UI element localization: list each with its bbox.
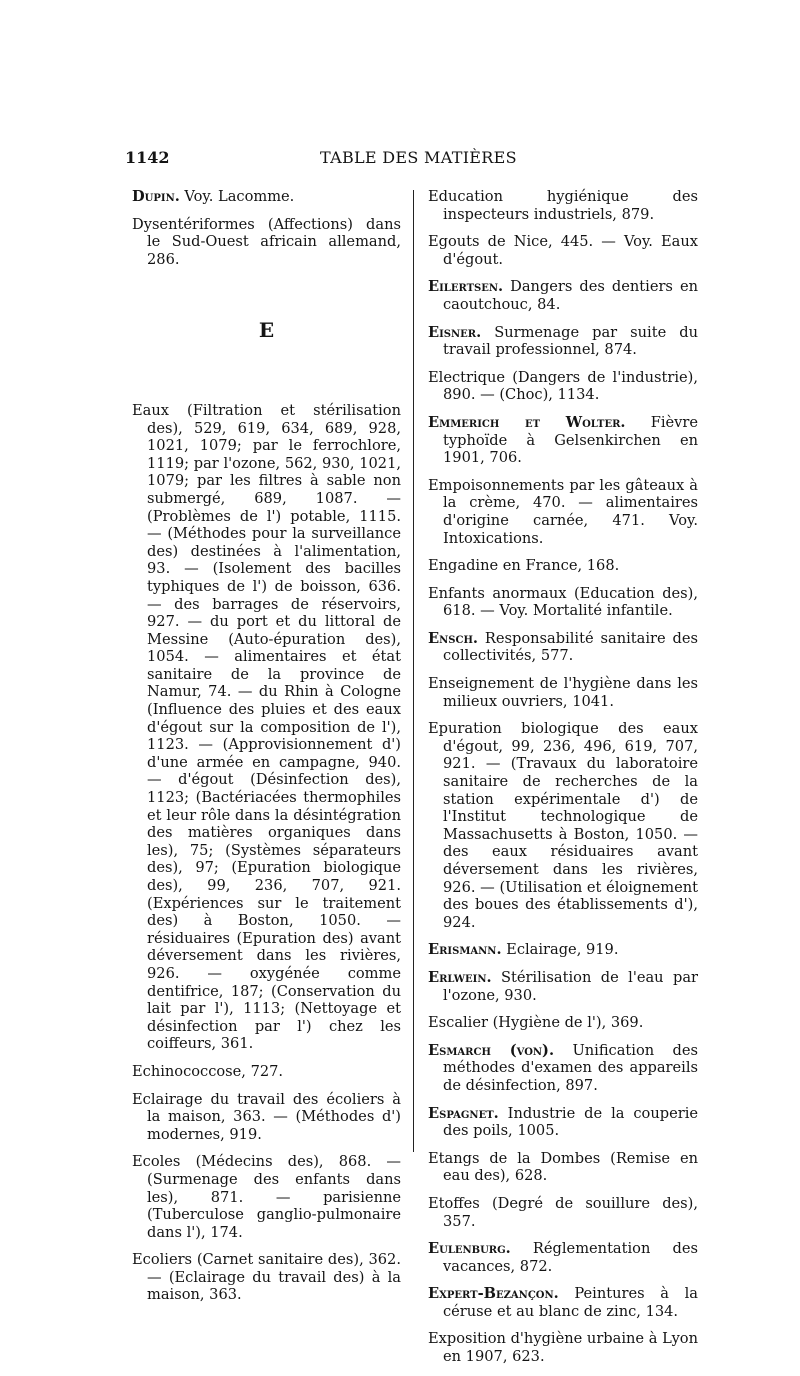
entry-author: Expert-Bezançon. (428, 1285, 559, 1303)
index-entry (428, 324, 698, 359)
entry-text: Education hygiénique des inspecteurs industriels, 879. (428, 188, 698, 223)
running-title: TABLE DES MATIÈRES (320, 148, 517, 167)
index-entry (428, 1014, 698, 1032)
index-entry (428, 585, 698, 620)
index-entry (428, 278, 698, 313)
entry-text: Electrique (Dangers de l'industrie), 890. — (Choc), 1134. (428, 368, 698, 404)
entry-text: Ecoliers (Carnet sanitaire des), 362. — (Eclairage du travail des) à la maison, 363. (132, 1251, 401, 1304)
entry-text: Dangers des dentiers en caoutchouc, 84. (443, 278, 698, 313)
entry-text: Etoffes (Degré de souillure des), 357. (428, 1194, 698, 1230)
entry-text: Industrie de la couperie des poils, 1005. (443, 1104, 698, 1140)
entry-text: Surmenage par suite du travail professionnel, 874. (443, 323, 698, 359)
index-entry (428, 1105, 698, 1140)
index-entry (428, 188, 698, 223)
entry-text: Eclairage, 919. (501, 941, 619, 959)
entry-text: Unification des méthodes d'examen des appareils de désinfection, 897. (443, 1041, 698, 1094)
index-entry (428, 630, 698, 665)
index-entry (428, 675, 698, 710)
left-column (132, 188, 401, 1314)
index-entry (428, 369, 698, 404)
index-entry (132, 1063, 401, 1081)
index-entry (428, 1042, 698, 1095)
index-entry (428, 233, 698, 268)
entry-text: Voy. Lacomme. (179, 188, 295, 205)
column-divider (413, 190, 414, 1152)
entry-author: Dupin. (132, 188, 180, 205)
index-entry (132, 402, 401, 1053)
index-entry (428, 1285, 698, 1320)
entry-text: Exposition d'hygiène urbaine à Lyon en 1907, 623. (428, 1330, 698, 1366)
entry-text: Engadine en France, 168. (428, 557, 620, 575)
entry-text: Fièvre typhoïde à Gelsenkirchen en 1901, 706. (443, 413, 698, 467)
entry-text: Eclairage du travail des écoliers à la maison, 363. — (Méthodes d') modernes, 919. (132, 1090, 401, 1143)
index-entry (428, 720, 698, 931)
section-letter: E (258, 318, 275, 343)
right-entries (428, 188, 698, 1366)
entry-text: Enfants anormaux (Education des), 618. — Voy. Mortalité infantile. (428, 584, 698, 620)
entry-text: Egouts de Nice, 445. — Voy. Eaux d'égout. (428, 233, 698, 268)
entry-text: Eaux (Filtration et stérilisation des), 529, 619, 634, 689, 928, 1021, 1079; par le ferrochlore, 1119; par l'ozone, 562, 930, 1021, 1079; par les filtres à sable non submergé, 689, 1087. — (Problèmes de l') potable, 1115. — (Méthodes pour la surveillance des) destinées à l'alimentation, 93. — (Isolement des bacilles typhiques de l') de boisson, 636. — des barrages de réservoirs, 927. — du port et du littoral de Messine (Auto-épuration des), 1054. — alimentaires et état sanitaire de la province de Namur, 74. — du Rhin à Cologne (Influence des pluies et des eaux d'égout sur la composition de l'), 1123. — (Approvisionnement d') d'une armée en campagne, 940. — d'égout (Désinfection des), 1123; (Bactériacées thermophiles et leur rôle dans la désintégration des matières organiques dans les), 75; (Systèmes séparateurs des), 97; (Epuration biologique des), 99, 236, 707, 921. (Expériences sur le traitement des) à Boston, 1050. — résiduaires (Epuration des) avant déversement dans les rivières, 926. — oxygénée comme dentifrice, 187; (Conservation du lait par l'), 1113; (Nettoyage et désinfection par l') chez les coiffeurs, 361. (132, 401, 401, 1053)
entry-author: Eulenburg. (428, 1240, 511, 1258)
index-entry (428, 941, 698, 959)
index-entry (428, 969, 698, 1004)
entry-text: Escalier (Hygiène de l'), 369. (428, 1014, 644, 1032)
right-column (428, 188, 698, 1376)
entry-author: Eilertsen. (428, 278, 504, 296)
index-entry (428, 557, 698, 575)
entry-text: Epuration biologique des eaux d'égout, 99, 236, 496, 619, 707, 921. — (Travaux du laboratoire sanitaire de recherches de la station expérimentale d') de l'Institut technologique de Massachusetts à Boston, 1050. — des eaux résiduaires avant déversement dans les rivières, 926. — (Utilisation et éloignement des boues des établissements d'), 924. (428, 720, 698, 931)
entry-text: Dysentériformes (Affections) dans le Sud-Ouest africain allemand, 286. (132, 215, 401, 268)
entry-text: Ecoles (Médecins des), 868. — (Surmenage des enfants dans les), 871. — parisienne (Tuberculose ganglio-pulmonaire dans l'), 174. (132, 1153, 401, 1241)
left-entries-after (132, 402, 401, 1304)
entry-author: Emmerich et Wolter. (428, 413, 626, 431)
index-entry (428, 1240, 698, 1275)
entry-text: Réglementation des vacances, 872. (443, 1240, 698, 1275)
index-entry (132, 188, 401, 206)
entry-text: Empoisonnements par les gâteaux à la crème, 470. — alimentaires d'origine carnée, 471. Voy. Intoxications. (428, 476, 698, 547)
page-number: 1142 (125, 148, 170, 167)
entry-text: Stérilisation de l'eau par l'ozone, 930. (443, 968, 698, 1004)
index-entry (428, 1330, 698, 1365)
entry-author: Erlwein. (428, 968, 492, 986)
entry-author: Espagnet. (428, 1104, 499, 1122)
left-entries-before (132, 188, 401, 268)
index-entry (428, 1195, 698, 1230)
entry-text: Etangs de la Dombes (Remise en eau des), 628. (428, 1149, 698, 1185)
index-entry (428, 1150, 698, 1185)
index-entry (428, 477, 698, 547)
entry-text: Enseignement de l'hygiène dans les milieux ouvriers, 1041. (428, 675, 698, 710)
index-entry (132, 1091, 401, 1144)
page-header (125, 148, 685, 172)
entry-author: Eisner. (428, 323, 482, 341)
entry-author: Erismann. (428, 941, 502, 959)
index-entry (132, 216, 401, 269)
entry-text: Responsabilité sanitaire des collectivités, 577. (443, 629, 698, 665)
entry-text: Echinococcose, 727. (132, 1062, 284, 1080)
entry-text: Peintures à la céruse et au blanc de zinc, 134. (443, 1285, 698, 1320)
index-entry (132, 1251, 401, 1304)
entry-author: Ensch. (428, 629, 478, 647)
entry-author: Esmarch (von). (428, 1041, 555, 1059)
index-entry (428, 414, 698, 467)
index-entry (132, 1153, 401, 1241)
